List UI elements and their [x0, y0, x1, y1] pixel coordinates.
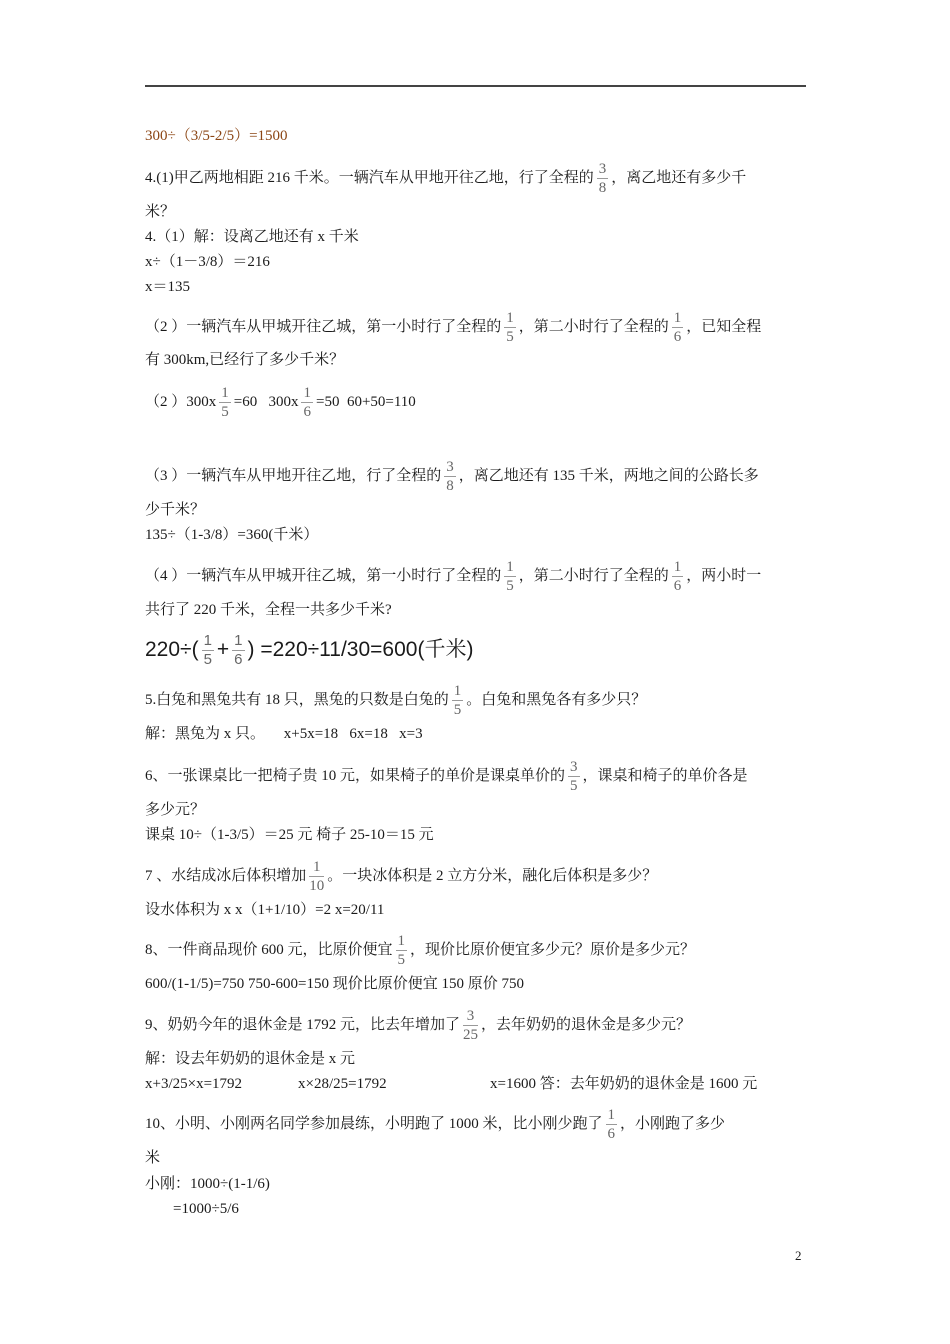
q4-3-question-cont: 少千米？	[145, 502, 206, 518]
q9-answer-1: 解：设去年奶奶的退休金是 x 元	[145, 1051, 356, 1067]
q4-1-text-a: 4.(1)甲乙两地相距 216 千米。一辆汽车从甲地开往乙地，行了全程的	[145, 169, 594, 186]
fraction: $\frac{3}{8}$	[446, 459, 454, 494]
q8-answer: 600/(1-1/5)=750 750-600=150 现价比原价便宜 150 原价 750	[145, 976, 524, 992]
fraction: $\frac{1}{5}$	[397, 933, 406, 968]
q4-4-question-cont: 共行了 220 千米，全程一共多少千米?	[145, 602, 392, 618]
q6-question-cont: 多少元？	[145, 802, 206, 818]
q4-4-answer: 220÷( $\frac{1}{5}$ + $\frac{1}{6}$ ) =220÷11/30=600(千米)	[145, 632, 474, 668]
fraction: $\frac{1}{5}$	[221, 385, 229, 420]
header-rule	[145, 85, 806, 87]
fraction: $\frac{1}{5}$	[506, 559, 514, 594]
q6-answer: 课桌 10÷（1-3/5）＝25 元 椅子 25-10＝15 元	[145, 827, 434, 843]
q4-2-question: （2 ）一辆汽车从甲城开往乙城，第一小时行了全程的 $\frac{1}{5}$ ，第二小时行了全程的 $\frac{1}{6}$ ，已知全程	[145, 310, 762, 345]
fraction: $\frac{3}{5}$	[570, 759, 578, 794]
q7-answer: 设水体积为 x x（1+1/10）=2 x=20/11	[145, 902, 385, 918]
fraction: $\frac{1}{6}$	[673, 310, 682, 345]
q4-1-text-b: ，离乙地还有多少千	[611, 169, 747, 186]
q4-3-question: （3 ）一辆汽车从甲地开往乙地，行了全程的 $\frac{3}{8}$ ，离乙地还有 135 千米，两地之间的公路长多	[145, 459, 759, 494]
q4-2-answer: （2 ）300x $\frac{1}{5}$ =60 300x $\frac{1}{6}$ =50 60+50=110	[145, 385, 416, 420]
q5-answer: 解：黑兔为 x 只。 x+5x=18 6x=18 x=3	[145, 726, 423, 742]
q10-answer-2: =1000÷5/6	[173, 1201, 239, 1217]
q4-4-question: （4 ）一辆汽车从甲城开往乙城，第一小时行了全程的 $\frac{1}{5}$ ，第二小时行了全程的 $\frac{1}{6}$ ，两小时一	[145, 559, 762, 594]
q5-question: 5.白兔和黑兔共有 18 只，黑兔的只数是白兔的 $\frac{1}{5}$ 。白兔和黑兔各有多少只？	[145, 683, 647, 718]
q4-1-answer-3: x＝135	[145, 279, 191, 295]
fraction: $\frac{1}{10}$	[309, 859, 325, 894]
fraction: $\frac{1}{5}$	[453, 683, 462, 718]
fraction: $\frac{1}{5}$	[506, 310, 514, 345]
q4-1-question	[145, 160, 746, 197]
q7-question: 7 、水结成冰后体积增加 $\frac{1}{10}$ 。一块冰体积是 2 立方分米，融化后体积是多少？	[145, 859, 658, 894]
q4-1-answer-1: 4.（1）解：设离乙地还有 x 千米	[145, 229, 359, 245]
fraction: $\frac{1}{6}$	[303, 385, 311, 420]
q4-1-question-cont: 米？	[145, 204, 176, 220]
q4-2-question-cont: 有 300km,已经行了多少千米？	[145, 352, 345, 368]
q9-answer-2c: x=1600 答：去年奶奶的退休金是 1600 元	[490, 1076, 758, 1092]
q10-answer-1: 小刚：1000÷(1-1/6)	[145, 1176, 270, 1192]
fraction: $\frac{1}{6}$	[673, 559, 682, 594]
q6-question: 6、一张课桌比一把椅子贵 10 元，如果椅子的单价是课桌单价的 $\frac{3}{5}$ ，课桌和椅子的单价各是	[145, 759, 748, 794]
q4-1-answer-2: x÷（1－3/8）＝216	[145, 254, 270, 270]
previous-answer: 300÷（3/5-2/5）=1500	[145, 128, 288, 144]
q8-question: 8、一件商品现价 600 元，比原价便宜 $\frac{1}{5}$ ，现价比原价便宜多少元？原价是多少元？	[145, 933, 696, 968]
q9-answer-2b: x×28/25=1792	[298, 1076, 387, 1092]
fraction: $\frac{1}{5}$	[203, 632, 212, 668]
q10-question-cont: 米	[145, 1150, 161, 1166]
page-number: 2	[795, 1248, 802, 1263]
q9-answer-2a: x+3/25×x=1792	[145, 1076, 243, 1092]
fraction: $\frac{1}{6}$	[234, 632, 243, 668]
fraction: $\frac{1}{6}$	[607, 1107, 616, 1142]
fraction: $\frac{3}{8}$	[598, 161, 607, 196]
q9-question: 9、奶奶今年的退休金是 1792 元，比去年增加了 $\frac{3}{25}$ ，去年奶奶的退休金是多少元？	[145, 1008, 692, 1043]
fraction: $\frac{3}{25}$	[463, 1008, 479, 1043]
q4-3-answer: 135÷（1-3/8）=360(千米）	[145, 527, 319, 543]
q10-question: 10、小明、小刚两名同学参加晨练，小明跑了 1000 米，比小刚少跑了 $\frac{1}{6}$ ，小刚跑了多少	[145, 1107, 726, 1142]
